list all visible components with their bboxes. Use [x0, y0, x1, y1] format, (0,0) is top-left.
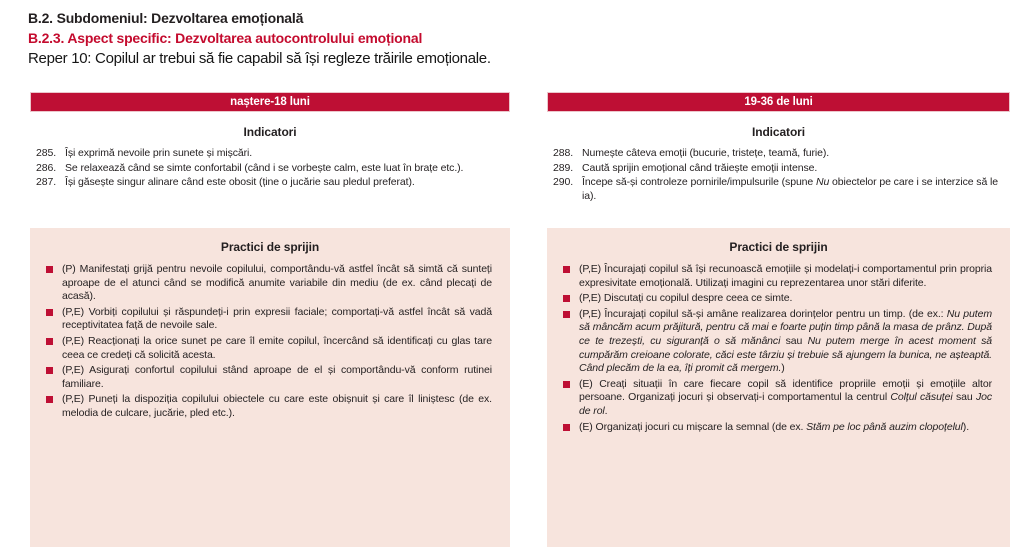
text-segment: Își exprimă nevoile prin sunete și mișcări. — [65, 147, 253, 159]
square-bullet-icon — [46, 367, 53, 374]
practice-text — [579, 263, 992, 290]
age-columns — [0, 92, 1024, 547]
text-segment: Caută sprijin emoțional când trăiește emoții intense. — [582, 161, 818, 174]
practices-box — [547, 228, 1010, 547]
practice-item — [46, 364, 492, 391]
practices-box — [30, 228, 510, 547]
practices-heading: Practici de sprijin — [220, 240, 320, 254]
indicators-heading: Indicatori — [751, 125, 805, 139]
text-segment: obiectelor pe care i se interzice să le ia). — [582, 176, 998, 202]
text-segment: (P,E) Discutați cu copilul despre ceea ce simte. — [579, 292, 793, 305]
square-bullet-icon — [563, 311, 570, 318]
italic-text-segment: Colțul căsuței — [890, 391, 953, 404]
text-segment: Începe să-și controleze pornirile/impulsurile (spune — [582, 176, 816, 188]
text-segment: Își găsește singur alinare când este obosit (ține o jucărie sau pledul preferat). — [65, 176, 415, 188]
practice-item — [46, 306, 492, 333]
indicators-list — [30, 147, 510, 190]
indicator-text — [582, 176, 1008, 203]
practice-text — [579, 421, 992, 435]
column-birth-18-months — [30, 92, 510, 547]
indicator-number: 285. — [36, 147, 57, 159]
column-19-36-months — [547, 92, 1010, 547]
indicator-item — [36, 162, 508, 176]
indicator-text — [65, 147, 508, 161]
age-band-header: 19-36 de luni — [547, 92, 1010, 112]
italic-text-segment: Nu — [815, 176, 830, 188]
practice-text — [62, 263, 492, 304]
practice-text — [579, 378, 992, 419]
practice-text — [62, 393, 492, 420]
indicator-text — [65, 176, 508, 190]
square-bullet-icon — [563, 266, 570, 273]
italic-text-segment: Nu putem să mâncăm acum prăjitură, pentru că mai e foarte puțin timp până la masa de prânz. După ce te trezești, cu siguranță o să mănânci — [579, 307, 992, 347]
text-segment: (P,E) Puneți la dispoziția copilului obiectele cu care este obișnuit și care îl liniștesc (de ex. melodia de culcare, jucărie, pled etc.). — [62, 393, 492, 419]
practices-heading: Practici de sprijin — [729, 240, 828, 254]
indicator-number: 287. — [36, 176, 57, 188]
practice-item — [563, 421, 992, 435]
text-segment: (P,E) Vorbiți copilului și răspundeți-i prin expresii faciale; comportați-vă astfel încât să vadă receptivitatea față de nevoile sale. — [62, 305, 492, 332]
reper-title: Reper 10: Copilul ar trebui să fie capabil să își regleze trăirile emoționale. — [28, 50, 491, 67]
text-segment: (P,E) Asigurați confortul copilului stând aproape de el și comportându-vă conform rutinei familiare. — [62, 364, 492, 390]
practice-item — [46, 335, 492, 362]
italic-text-segment: Nu putem merge în acest moment să cumpărăm creioane colorate, căci este târziu și trebuie să ajungem la bunica, ne așteaptă. Când plecăm de la ea, îți promit că mergem. — [579, 334, 992, 375]
text-segment: sau — [952, 391, 976, 404]
indicators-list — [547, 147, 1010, 203]
subdomain-title: B.2. Subdomeniul: Dezvoltarea emoțională — [28, 10, 304, 26]
practice-item — [563, 378, 992, 419]
square-bullet-icon — [563, 381, 570, 388]
square-bullet-icon — [46, 396, 53, 403]
italic-text-segment: Joc de rol — [579, 391, 993, 417]
text-segment: (P) Manifestați grijă pentru nevoile copilului, comportându-vă astfel încât să simtă că sunteți aproape de el atunci când se modifică anumite variabile din mediu (de ex. când plecați de acasă). — [62, 263, 492, 303]
practice-item — [46, 263, 492, 304]
text-segment: (P,E) Reacționați la orice sunet pe care îl emite copilul, încercând să identificați cu glas tare ceea ce credeți că solicită acesta. — [62, 334, 492, 361]
text-segment: Se relaxează când se simte confortabil (când i se vorbește calm, este luat în brațe etc.). — [65, 161, 464, 174]
practice-item — [563, 263, 992, 290]
indicators-heading: Indicatori — [243, 125, 297, 139]
indicator-text — [582, 147, 1008, 161]
indicator-number: 288. — [553, 147, 574, 159]
square-bullet-icon — [563, 295, 570, 302]
indicator-number: 286. — [36, 161, 57, 174]
italic-text-segment: Stăm pe loc până auzim clopoțelul — [806, 420, 963, 433]
square-bullet-icon — [563, 424, 570, 431]
practice-item — [46, 393, 492, 420]
practice-text — [579, 308, 992, 376]
indicator-item — [36, 147, 508, 161]
practice-text — [579, 292, 992, 306]
document-header — [28, 8, 1004, 69]
practice-item — [563, 292, 992, 306]
text-segment: (E) Organizați jocuri cu mișcare la semnal (de ex. — [579, 420, 807, 433]
text-segment: ). — [962, 420, 970, 433]
indicator-item — [553, 162, 1008, 176]
practices-list — [30, 263, 510, 421]
indicator-item — [36, 176, 508, 190]
practices-list — [547, 263, 1010, 434]
indicator-number: 289. — [553, 161, 574, 174]
indicator-item — [553, 147, 1008, 161]
square-bullet-icon — [46, 338, 53, 345]
text-segment: (P,E) Încurajați copilul să-și amâne realizarea dorințelor pentru un timp. (de ex.: — [579, 307, 947, 320]
text-segment: (E) Creați situații în care fiecare copil să identifice propriile emoții și emoțiile altor persoane. Organizați jocuri și observați-i comportamentul la centrul — [579, 377, 992, 404]
square-bullet-icon — [46, 309, 53, 316]
text-segment: Numește câteva emoții (bucurie, tristețe, teamă, furie). — [582, 147, 830, 159]
practice-text — [62, 335, 492, 362]
text-segment: (P,E) Încurajați copilul să își recunoască emoțiile și modelați-i comportamentul prin propria expresivitate emoțională. Utilizați imagini cu reprezentarea unor stări diferite. — [579, 263, 992, 289]
indicator-item — [553, 176, 1008, 203]
indicator-text — [65, 162, 508, 176]
practice-text — [62, 364, 492, 391]
text-segment: . — [604, 404, 608, 417]
age-band-header: naștere-18 luni — [30, 92, 510, 112]
indicator-number: 290. — [553, 176, 574, 188]
text-segment: ) — [781, 362, 785, 375]
indicator-text — [582, 162, 1008, 176]
square-bullet-icon — [46, 266, 53, 273]
text-segment: sau — [780, 334, 808, 347]
aspect-title: B.2.3. Aspect specific: Dezvoltarea autocontrolului emoțional — [28, 30, 423, 46]
practice-item — [563, 308, 992, 376]
practice-text — [62, 306, 492, 333]
